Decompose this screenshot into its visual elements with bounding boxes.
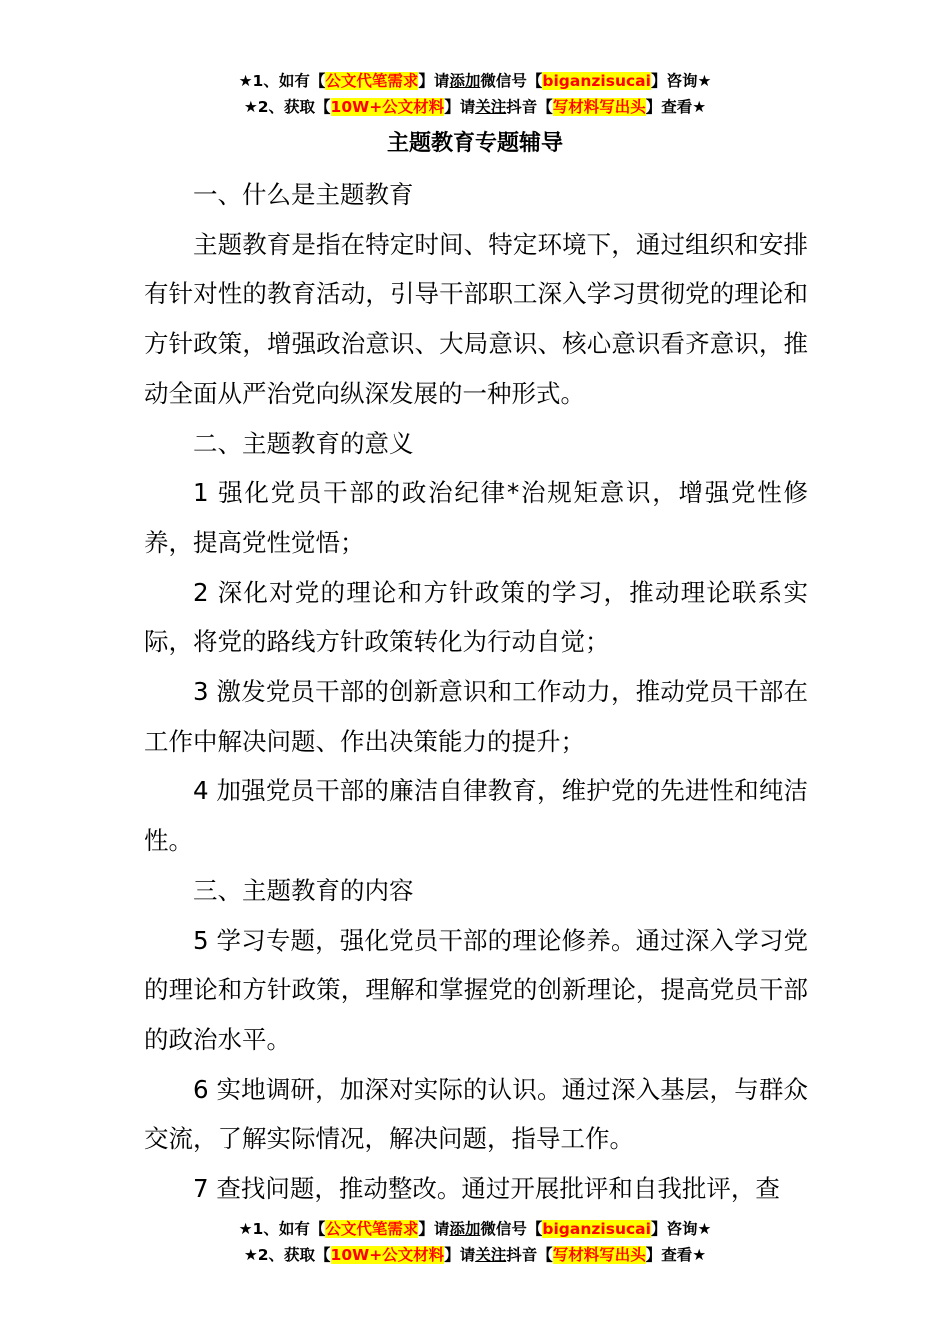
highlight-materials: 10W+公文材料 <box>330 98 445 116</box>
list-item: 1 强化党员干部的政治纪律*治规矩意识，增强党性修养，提高党性觉悟； <box>144 478 808 557</box>
section-heading-1: 一、什么是主题教育 <box>193 180 414 209</box>
list-item: 4 加强党员干部的廉洁自律教育，维护党的先进性和纯洁性。 <box>144 776 808 856</box>
paragraph: 主题教育是指在特定时间、特定环境下，通过组织和安排有针对性的教育活动，引导干部职工深入学习贯彻党的理论和方针政策，增强政治意识、大局意识、核心意识看齐意识，推动全面从严治党向纵深发展的一种形式。 <box>144 229 808 408</box>
section-heading-2: 二、主题教育的意义 <box>193 428 414 458</box>
highlight-service: 公文代笔需求 <box>325 72 419 90</box>
document-title: 主题教育专题辅导 <box>386 131 563 156</box>
list-item: 5 学习专题，强化党员干部的理论修养。通过深入学习党的理论和方针政策，理解和掌握党的创新理论，提高党员干部的政治水平。 <box>144 925 808 1054</box>
highlight-wechat-id: biganzisucai <box>542 1220 651 1238</box>
banner-line-2: ★2、获取【10W+公文材料】请关注抖音【写材料写出头】查看★ <box>243 98 707 116</box>
highlight-materials: 10W+公文材料 <box>330 1246 445 1264</box>
banner-line-1: ★1、如有【公文代笔需求】请添加微信号【biganzisucai】咨询★ <box>238 1220 712 1238</box>
highlight-douyin-id: 写材料写出头 <box>552 98 646 116</box>
list-item: 2 深化对党的理论和方针政策的学习，推动理论联系实际，将党的路线方针政策转化为行动自觉； <box>144 577 808 657</box>
list-item: 6 实地调研，加深对实际的认识。通过深入基层，与群众交流，了解实际情况，解决问题，指导工作。 <box>144 1074 808 1154</box>
banner-line-1: ★1、如有【公文代笔需求】请添加微信号【biganzisucai】咨询★ <box>238 72 712 90</box>
highlight-douyin-id: 写材料写出头 <box>552 1246 646 1264</box>
document-body <box>144 170 808 1214</box>
list-item: 7 查找问题，推动整改。通过开展批评和自我批评，查 <box>193 1174 780 1204</box>
banner-line-2: ★2、获取【10W+公文材料】请关注抖音【写材料写出头】查看★ <box>243 1246 707 1264</box>
header-banner <box>0 68 950 120</box>
highlight-wechat-id: biganzisucai <box>542 72 651 90</box>
footer-banner <box>0 1216 950 1268</box>
list-item: 3 激发党员干部的创新意识和工作动力，推动党员干部在工作中解决问题、作出决策能力的提升； <box>144 677 808 756</box>
highlight-service: 公文代笔需求 <box>325 1220 419 1238</box>
section-heading-3: 三、主题教育的内容 <box>193 875 414 905</box>
